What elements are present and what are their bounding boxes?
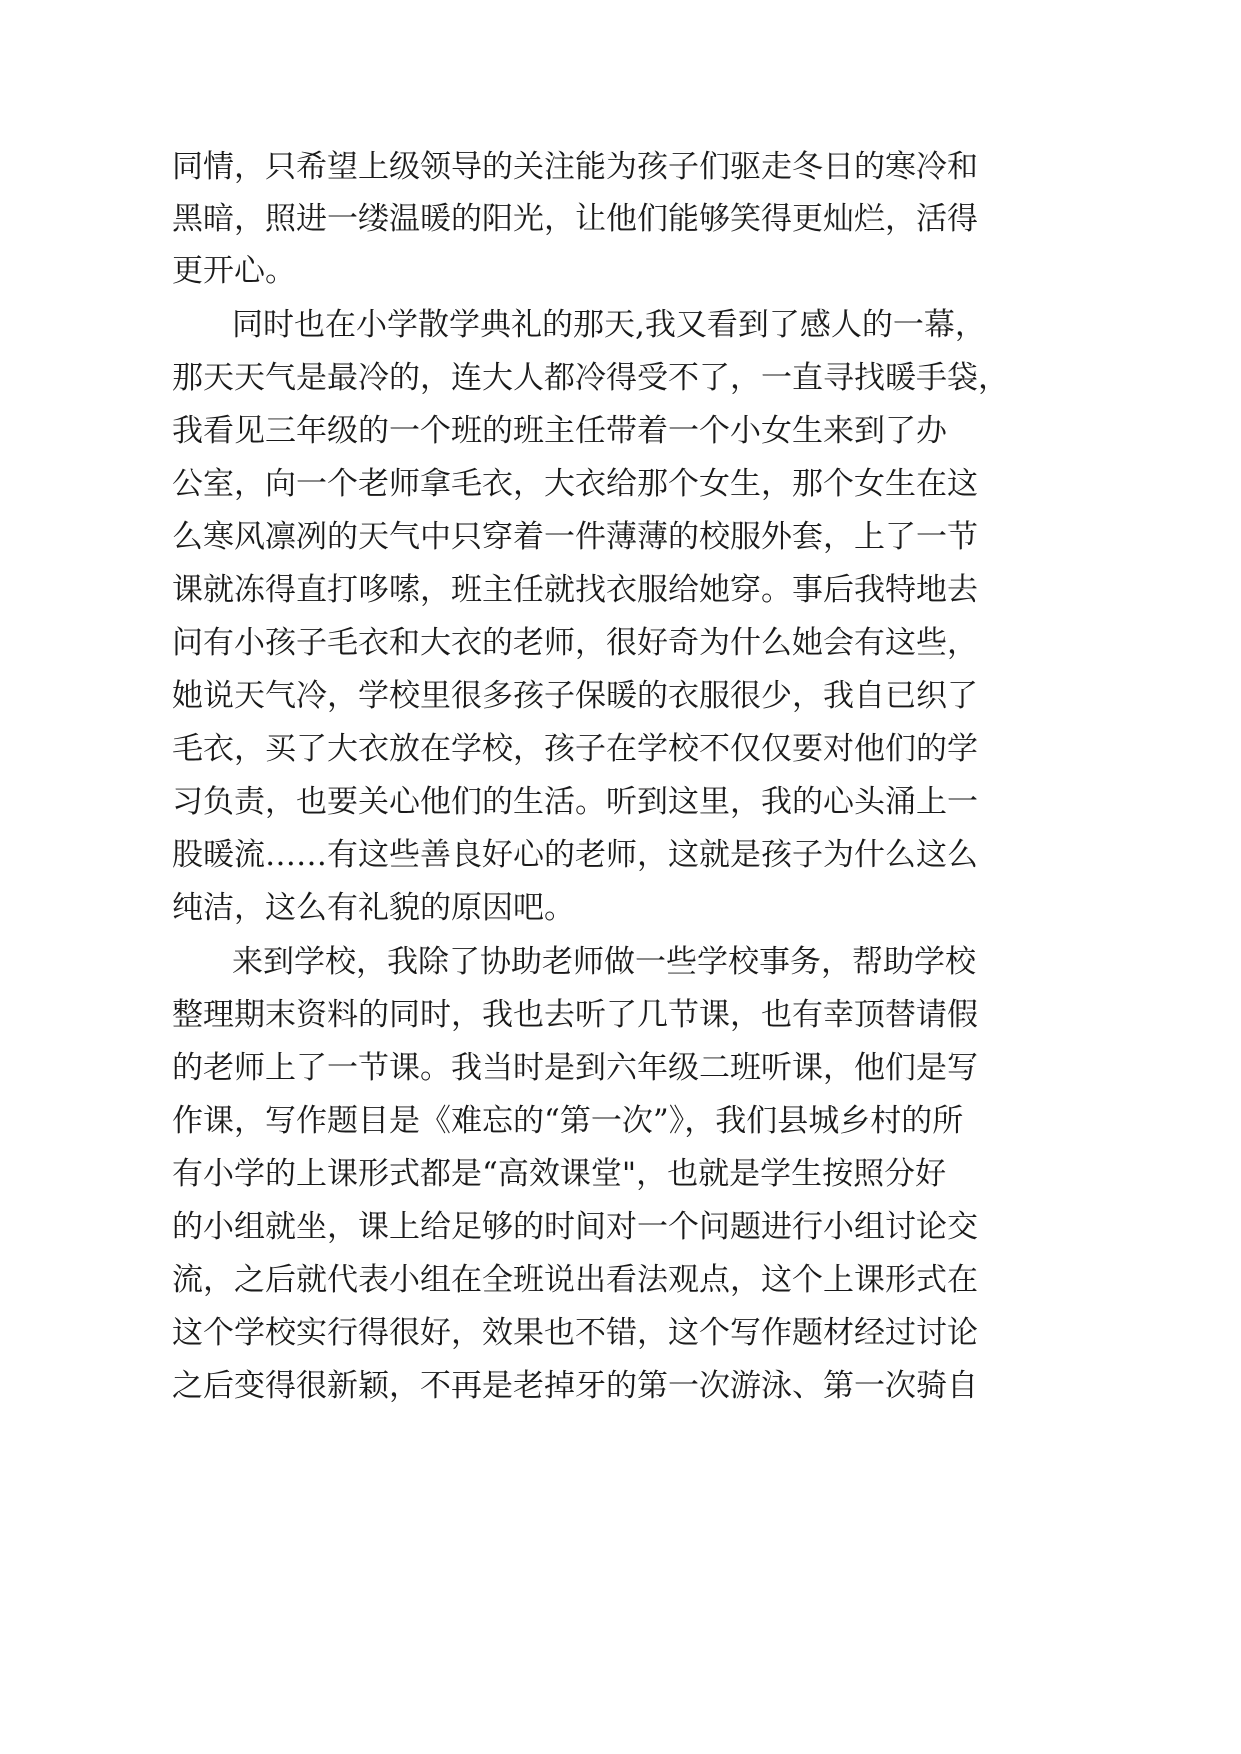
text-line: 她说天气冷，学校里很多孩子保暖的衣服很少，我自已织了	[172, 678, 978, 714]
text-line: 作课，写作题目是《难忘的“第一次”》，我们县城乡村的所	[172, 1103, 964, 1139]
text-line: 那天天气是最冷的，连大人都冷得受不了，一直寻找暖手袋，	[172, 360, 1009, 396]
text-line: 之后变得很新颖，不再是老掉牙的第一次游泳、第一次骑自	[172, 1368, 978, 1404]
text-line: 流，之后就代表小组在全班说出看法观点，这个上课形式在	[172, 1262, 978, 1298]
paragraph-first-line: 同时也在小学散学典礼的那天,我又看到了感人的一幕，	[232, 307, 986, 343]
text-line: 的小组就坐，课上给足够的时间对一个问题进行小组讨论交	[172, 1209, 978, 1245]
text-line: 有小学的上课形式都是“高效课堂"，也就是学生按照分好	[172, 1156, 947, 1192]
text-line: 股暖流……有这些善良好心的老师，这就是孩子为什么这么	[172, 837, 978, 873]
text-line: 整理期末资料的同时，我也去听了几节课，也有幸顶替请假	[172, 997, 978, 1033]
text-line: 的老师上了一节课。我当时是到六年级二班听课，他们是写	[172, 1050, 978, 1086]
text-line: 我看见三年级的一个班的班主任带着一个小女生来到了办	[172, 413, 947, 449]
text-line: 公室，向一个老师拿毛衣，大衣给那个女生，那个女生在这	[172, 466, 978, 502]
text-line: 更开心。	[172, 253, 296, 289]
text-line: 黑暗，照进一缕温暖的阳光，让他们能够笑得更灿烂，活得	[172, 201, 978, 237]
text-line: 课就冻得直打哆嗦，班主任就找衣服给她穿。事后我特地去	[172, 572, 978, 608]
text-line: 问有小孩子毛衣和大衣的老师，很好奇为什么她会有这些，	[172, 625, 978, 661]
paragraph-first-line: 来到学校，我除了协助老师做一些学校事务，帮助学校	[232, 944, 976, 980]
text-line: 习负责，也要关心他们的生活。听到这里，我的心头涌上一	[172, 784, 978, 820]
text-line: 毛衣，买了大衣放在学校，孩子在学校不仅仅要对他们的学	[172, 731, 978, 767]
text-line: 这个学校实行得很好，效果也不错，这个写作题材经过讨论	[172, 1315, 978, 1351]
text-line: 纯洁，这么有礼貌的原因吧。	[172, 890, 575, 926]
text-line: 么寒风凛冽的天气中只穿着一件薄薄的校服外套，上了一节	[172, 519, 978, 555]
text-line: 同情，只希望上级领导的关注能为孩子们驱走冬日的寒冷和	[172, 149, 978, 185]
